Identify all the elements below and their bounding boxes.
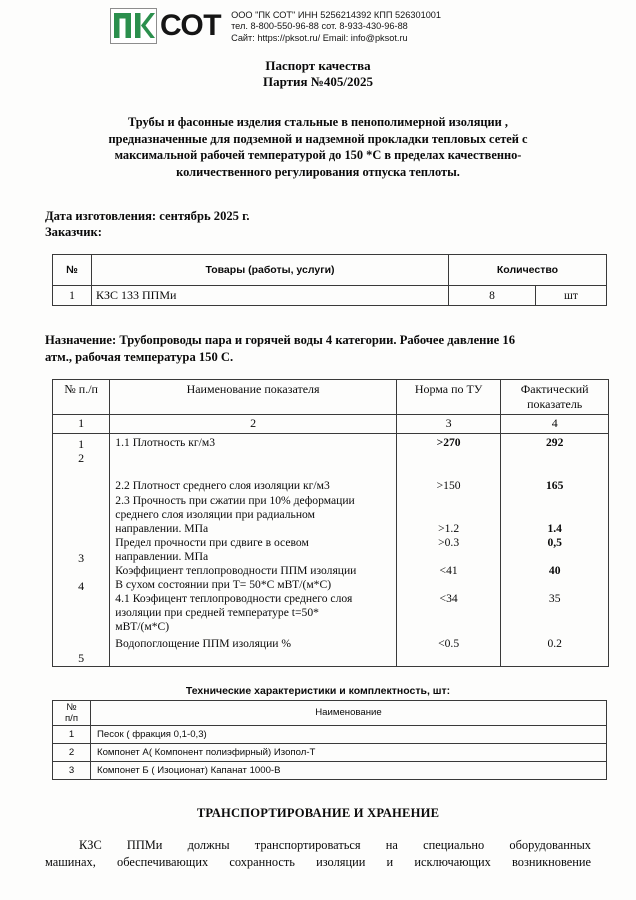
spec-name-line-13: Водопоглощение ППМ изоляции % <box>115 636 292 650</box>
spec-name-line-5: направлении. МПа <box>115 521 209 535</box>
spec-rownum-3: 3 <box>78 550 85 565</box>
subject-line2: предназначенные для подземной и надземной прокладки тепловых сетей с <box>108 131 528 146</box>
customer-label: Заказчик: <box>45 225 102 240</box>
tech-row-num: 2 <box>53 743 91 761</box>
purpose-block <box>45 332 591 365</box>
goods-row-name: КЗС 133 ППМи <box>92 286 449 306</box>
document-header <box>0 0 636 44</box>
spec-fact-5: 40 <box>548 563 561 577</box>
spec-norm-6: <34 <box>439 591 458 605</box>
spec-rownum-5: 5 <box>78 650 85 665</box>
tech-row-name: Компонет А( Компонент полиэфирный) Изопол-Т <box>91 743 607 761</box>
spec-norm-2: >150 <box>436 478 461 492</box>
subject-line3: максимальной рабочей температурой до 150 *С в пределах качественно- <box>114 148 522 163</box>
spec-name-line-1: 1.1 Плотность кг/м3 <box>115 435 215 449</box>
spec-header-norm: Норма по ТУ <box>396 380 501 415</box>
tech-row-name: Компонет Б ( Изоционат) Капанат 1000-В <box>91 761 607 779</box>
spec-fact-3: 1.4 <box>547 521 562 535</box>
spec-header-fact <box>501 380 609 415</box>
spec-fact-7: 0.2 <box>547 636 562 650</box>
company-web-line: Сайт: https://pksot.ru/ Email: info@pksot.ru <box>231 32 408 43</box>
company-phone-line: тел. 8-800-550-96-88 сот. 8-933-430-96-88 <box>231 21 408 32</box>
spec-colnum-4: 4 <box>501 415 609 433</box>
spec-name-line-7: направлении. МПа <box>115 549 209 563</box>
tech-header-name: Наименование <box>91 700 607 725</box>
specification-table <box>52 379 609 667</box>
spec-rownum-1: 1 <box>78 436 85 451</box>
spec-norm-1: >270 <box>436 435 461 449</box>
goods-row-qty: 8 <box>449 286 536 306</box>
company-logo <box>110 8 221 44</box>
spec-norm-3: >1.2 <box>438 521 460 535</box>
tech-table <box>52 700 607 780</box>
spec-names-cell <box>110 433 397 666</box>
document-subject <box>42 114 594 180</box>
spec-fact-2: 165 <box>546 478 564 492</box>
spec-name-line-3: 2.3 Прочность при сжатии при 10% деформации <box>115 493 355 507</box>
table-row <box>53 761 607 779</box>
spec-name-line-9: В сухом состоянии при Т= 50*С мВТ/(м*С) <box>115 577 332 591</box>
goods-table-header-row <box>53 255 607 286</box>
goods-header-num: № <box>53 255 92 286</box>
page-title-line1: Паспорт качества <box>265 58 371 74</box>
spec-body-row <box>53 433 609 666</box>
goods-row-unit: шт <box>536 286 607 306</box>
goods-row-num: 1 <box>53 286 92 306</box>
tech-header-row <box>53 700 607 725</box>
transport-paragraph-line1: КЗС ППМи должны транспортироваться на специально оборудованных <box>79 837 591 852</box>
goods-table <box>52 254 607 306</box>
tech-header-np-line1: № <box>66 701 77 713</box>
spec-name-line-6: Предел прочности при сдвиге в осевом <box>115 535 309 549</box>
spec-colnum-2: 2 <box>110 415 397 433</box>
page-title <box>0 58 636 90</box>
spec-norm-4: >0.3 <box>438 535 460 549</box>
spec-rownum-2: 2 <box>78 450 85 465</box>
logo-mark-box <box>110 8 157 44</box>
spec-fact-1: 292 <box>546 435 564 449</box>
goods-header-name: Товары (работы, услуги) <box>92 255 449 286</box>
tech-header-np <box>53 700 91 725</box>
table-row <box>53 725 607 743</box>
spec-colnum-3: 3 <box>396 415 501 433</box>
spec-header-name: Наименование показателя <box>110 380 397 415</box>
company-name-line: ООО "ПК СОТ" ИНН 5256214392 КПП 526301001 <box>231 10 442 20</box>
spec-rownum-4: 4 <box>78 578 85 593</box>
spec-name-line-12: мВТ/(м*С) <box>115 619 170 633</box>
spec-name-line-10: 4.1 Коэфицент теплопроводности среднего слоя <box>115 591 353 605</box>
spec-name-line-11: изоляции при средней температуре t=50* <box>115 605 319 619</box>
spec-fact-6: 35 <box>548 591 561 605</box>
table-row <box>53 743 607 761</box>
spec-name-line-2: 2.2 Плотност среднего слоя изоляции кг/м3 <box>115 478 330 492</box>
subject-line4: количественного регулирования отпуска теплоты. <box>176 164 460 179</box>
company-contact-block <box>231 8 441 44</box>
spec-norm-7: <0.5 <box>438 636 460 650</box>
spec-header-fact-line2: показатель <box>527 396 583 411</box>
spec-norm-5: <41 <box>439 563 458 577</box>
spec-header-fact-line1: Фактический <box>520 382 589 397</box>
spec-fact-4: 0,5 <box>547 535 562 549</box>
purpose-line2: атм., рабочая температура 150 С. <box>45 349 234 364</box>
spec-name-line-8: Коэффициент теплопроводности ППМ изоляции <box>115 563 357 577</box>
tech-row-name: Песок ( фракция 0,1-0,3) <box>91 725 607 743</box>
goods-header-qty: Количество <box>449 255 607 286</box>
spec-colnum-1: 1 <box>53 415 110 433</box>
table-row <box>53 286 607 306</box>
spec-name-line-4: среднего слоя изоляции при радиальном <box>115 507 315 521</box>
spec-header-row <box>53 380 609 415</box>
document-meta <box>45 208 636 240</box>
pk-monogram-icon <box>111 9 155 42</box>
purpose-line1: Назначение: Трубопроводы пара и горячей воды 4 категории. Рабочее давление 16 <box>45 333 516 348</box>
tech-table-caption: Технические характеристики и комплектность, шт: <box>185 684 451 697</box>
spec-norms-cell <box>396 433 501 666</box>
spec-rownumbers-cell <box>53 433 110 666</box>
logo-wordmark: СОТ <box>160 9 222 42</box>
spec-header-np: № п./п <box>53 380 110 415</box>
section-title-transport: ТРАНСПОРТИРОВАНИЕ И ХРАНЕНИЕ <box>196 805 440 820</box>
transport-paragraph-line2: машинах, обеспечивающих сохранность изоляции и исключающих возникновение <box>45 854 591 869</box>
manufacture-date: Дата изготовления: сентябрь 2025 г. <box>45 209 250 224</box>
subject-line1: Трубы и фасонные изделия стальные в пенополимерной изоляции , <box>127 115 509 130</box>
tech-row-num: 1 <box>53 725 91 743</box>
tech-header-np-line2: п/п <box>64 712 79 724</box>
spec-colnum-row <box>53 415 609 433</box>
page-title-line2: Партия №405/2025 <box>262 74 373 90</box>
spec-facts-cell <box>501 433 609 666</box>
tech-row-num: 3 <box>53 761 91 779</box>
